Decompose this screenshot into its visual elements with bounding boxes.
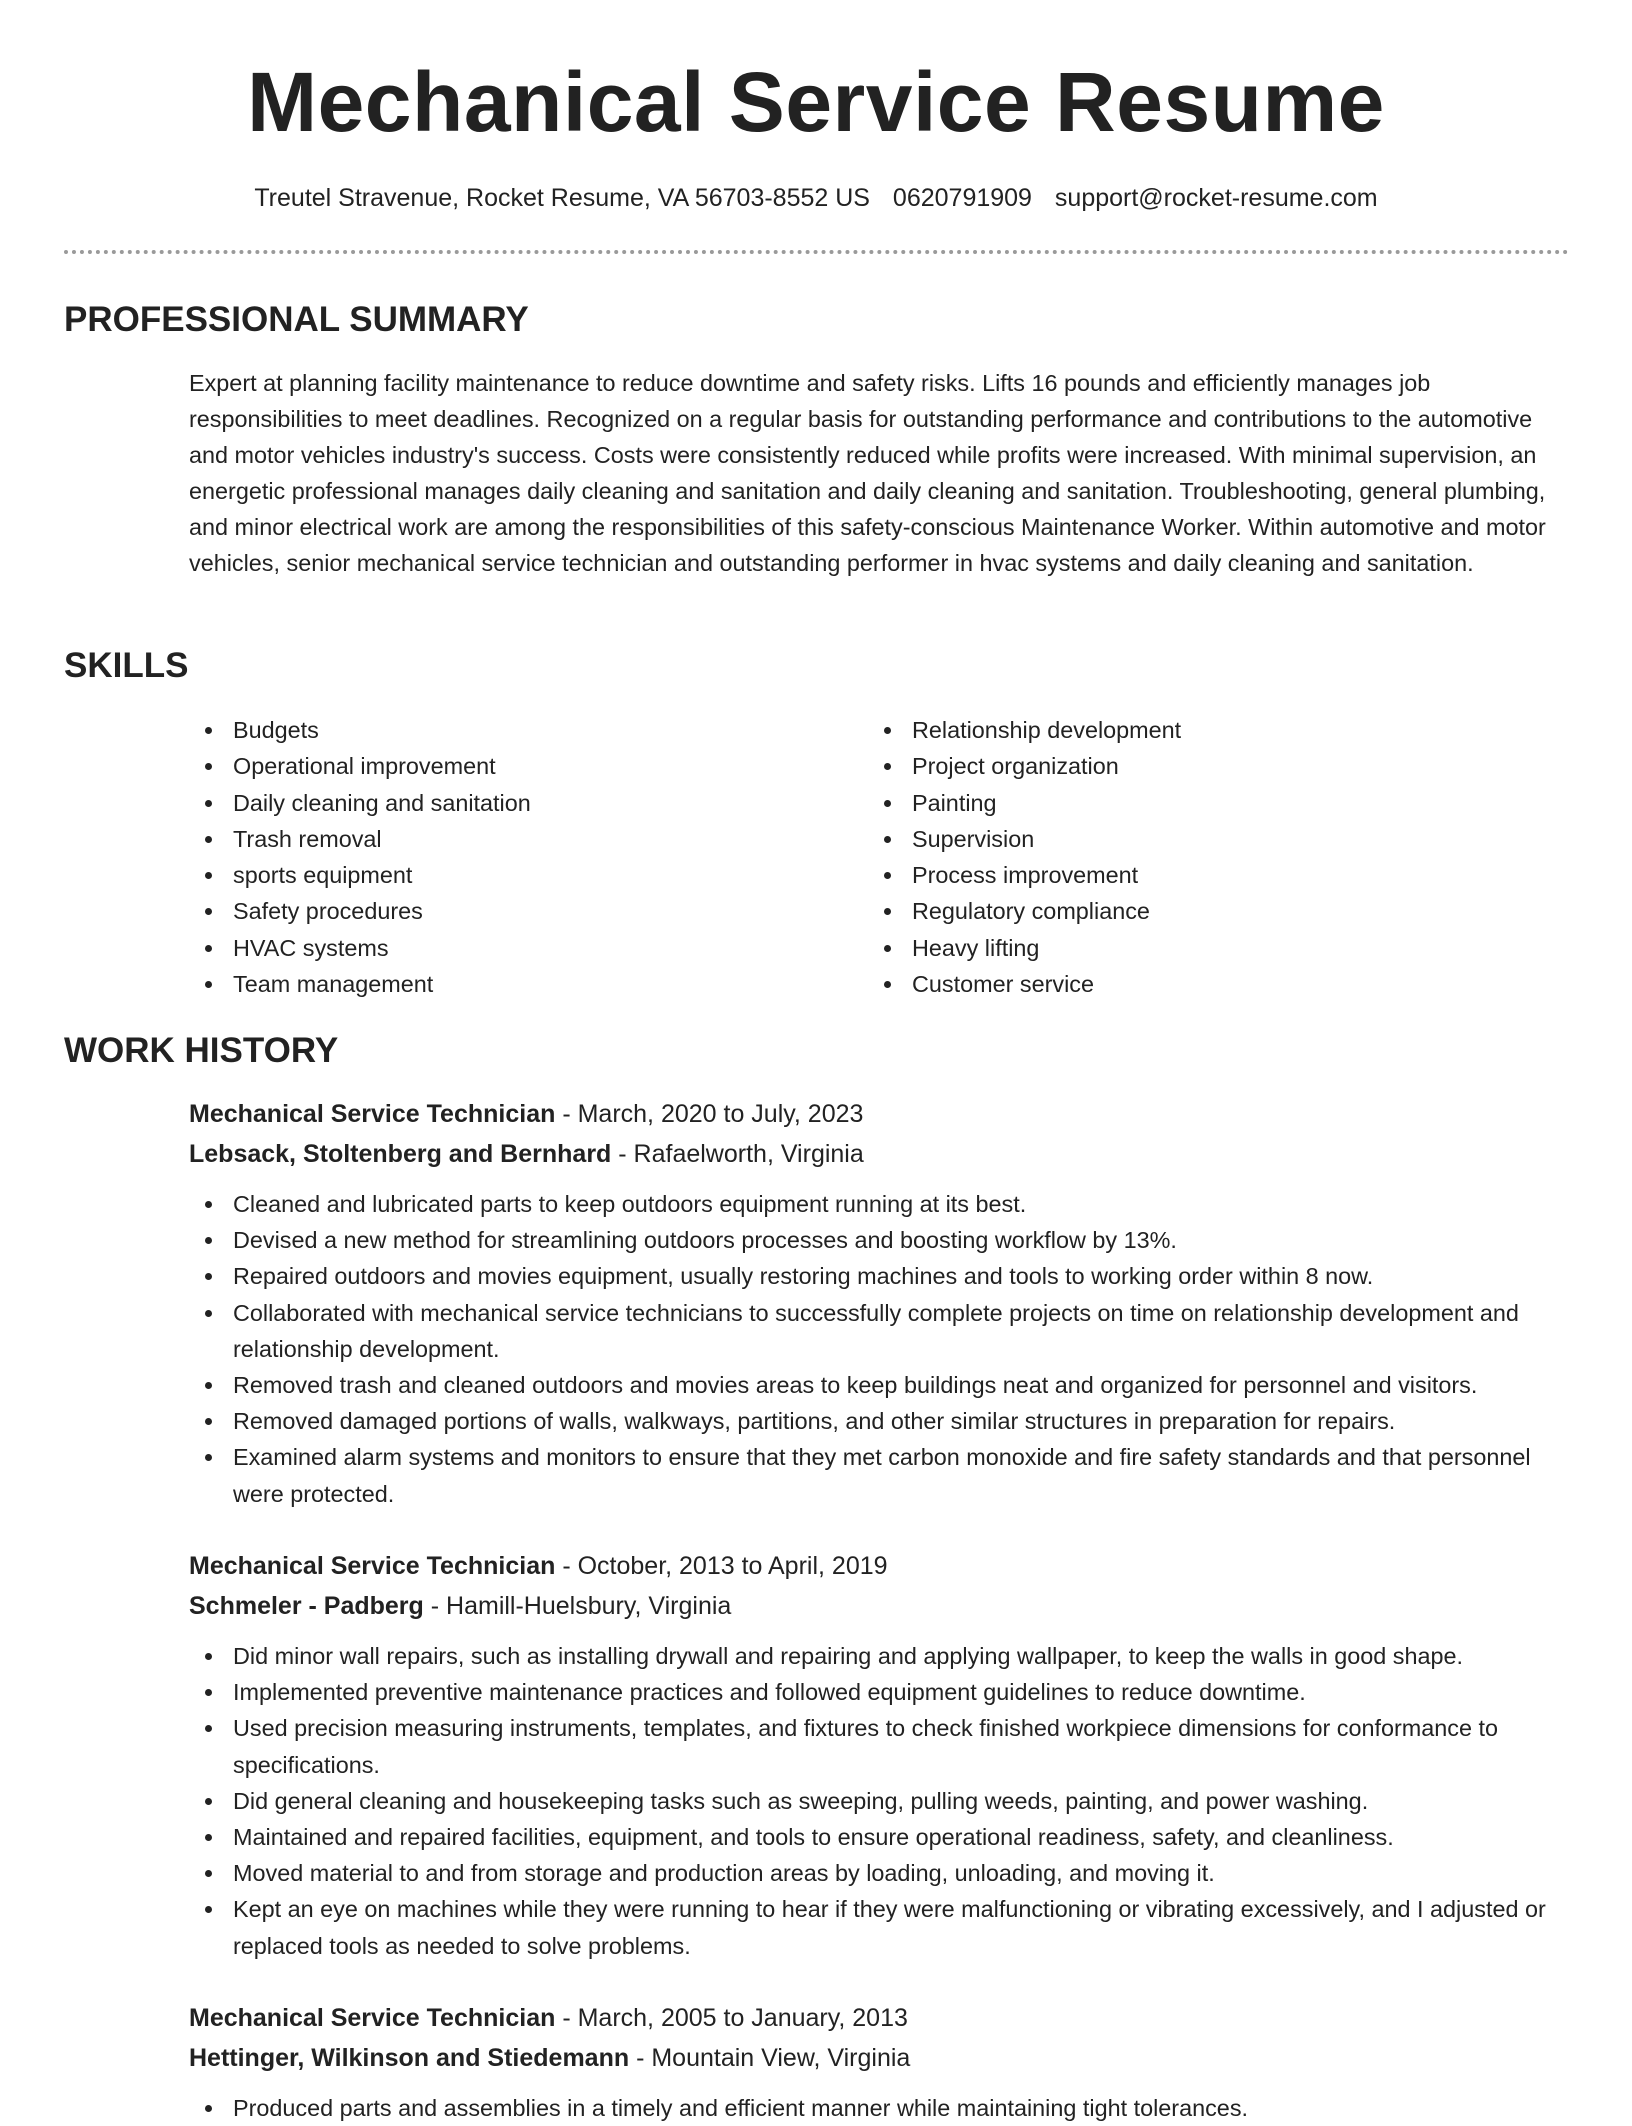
skill-item: Operational improvement (189, 748, 829, 784)
job-bullet: Moved material to and from storage and production areas by loading, unloading, and moving it. (189, 1855, 1571, 1891)
job-bullet: Did minor wall repairs, such as installing drywall and repairing and applying wallpaper, to keep the walls in good shape. (189, 1638, 1571, 1674)
skill-item: Project organization (868, 748, 1508, 784)
job-role: Mechanical Service Technician (189, 2004, 556, 2032)
job-bullet: Implemented preventive maintenance practices and followed equipment guidelines to reduce downtime. (189, 1674, 1571, 1710)
skill-item: Safety procedures (189, 893, 829, 929)
skill-item: Team management (189, 966, 829, 1002)
job-entry (189, 1998, 1571, 2126)
job-company: Lebsack, Stoltenberg and Bernhard (189, 1140, 612, 1168)
job-bullet: Maintained and repaired facilities, equipment, and tools to ensure operational readiness, safety, and cleanliness. (189, 1819, 1571, 1855)
skill-item: Trash removal (189, 821, 829, 857)
job-bullet: Removed damaged portions of walls, walkways, partitions, and other similar structures in preparation for repairs. (189, 1403, 1571, 1439)
job-bullet: Cleaned and lubricated parts to keep outdoors equipment running at its best. (189, 1186, 1571, 1222)
skill-item: Process improvement (868, 857, 1508, 893)
job-location: - Mountain View, Virginia (629, 2044, 911, 2072)
skill-item: Relationship development (868, 712, 1508, 748)
job-role: Mechanical Service Technician (189, 1100, 556, 1128)
summary-heading: PROFESSIONAL SUMMARY (64, 300, 529, 339)
job-bullet: Repaired outdoors and movies equipment, usually restoring machines and tools to working order within 8 now. (189, 1258, 1571, 1294)
skill-item: sports equipment (189, 857, 829, 893)
resume-title: Mechanical Service Resume (247, 55, 1385, 149)
skill-item: Regulatory compliance (868, 893, 1508, 929)
skill-item: Heavy lifting (868, 930, 1508, 966)
job-dates: - October, 2013 to April, 2019 (555, 1552, 888, 1580)
skill-item: Daily cleaning and sanitation (189, 785, 829, 821)
job-company-line (189, 2038, 1571, 2078)
job-location: - Hamill-Huelsbury, Virginia (423, 1592, 732, 1620)
skill-item: Supervision (868, 821, 1508, 857)
skill-item: Budgets (189, 712, 829, 748)
skill-item: Customer service (868, 966, 1508, 1002)
job-bullet: Devised a new method for streamlining outdoors processes and boosting workflow by 13%. (189, 1222, 1571, 1258)
header-divider (64, 250, 1569, 254)
job-bullet: Kept an eye on machines while they were running to hear if they were malfunctioning or vibrating excessively, and I adjusted or replaced tools as needed to solve problems. (189, 1891, 1571, 1963)
job-role: Mechanical Service Technician (189, 1552, 556, 1580)
job-entry (189, 1094, 1571, 1512)
work-history-heading: WORK HISTORY (64, 1031, 339, 1070)
job-title-line (189, 1998, 1571, 2038)
job-bullet: Did general cleaning and housekeeping tasks such as sweeping, pulling weeds, painting, and power washing. (189, 1783, 1571, 1819)
job-bullets (189, 1638, 1571, 1964)
job-bullet: Produced parts and assemblies in a timely and efficient manner while maintaining tight tolerances. (189, 2090, 1571, 2126)
skills-list-right (868, 712, 1508, 1002)
job-bullet: Removed trash and cleaned outdoors and movies areas to keep buildings neat and organized for personnel and visitors. (189, 1367, 1571, 1403)
skills-heading: SKILLS (64, 646, 189, 685)
job-company-line (189, 1134, 1571, 1174)
job-bullet: Collaborated with mechanical service technicians to successfully complete projects on time on relationship development and relationship development. (189, 1295, 1571, 1367)
job-bullet: Examined alarm systems and monitors to ensure that they met carbon monoxide and fire safety standards and that personnel were protected. (189, 1439, 1571, 1511)
job-bullets (189, 2090, 1571, 2126)
job-bullets (189, 1186, 1571, 1512)
contact-phone: 0620791909 (892, 184, 1032, 212)
contact-address: Treutel Stravenue, Rocket Resume, VA 56703-8552 US (254, 184, 870, 212)
skill-item: HVAC systems (189, 930, 829, 966)
job-entry (189, 1546, 1571, 1964)
job-company: Schmeler - Padberg (189, 1592, 424, 1620)
summary-text: Expert at planning facility maintenance to reduce downtime and safety risks. Lifts 16 pounds and efficiently manages job responsibilities to meet deadlines. Recognized on a regular basis for outstanding performance and contributions to the automotive and motor vehicles industry's success. Costs were consistently reduced while profits were increased. With minimal supervision, an energetic professional manages daily cleaning and sanitation and daily cleaning and sanitation. Troubleshooting, general plumbing, and minor electrical work are among the responsibilities of this safety-conscious Maintenance Worker. Within automotive and motor vehicles, senior mechanical service technician and outstanding performer in hvac systems and daily cleaning and sanitation. (189, 370, 1546, 576)
skills-list-left (189, 712, 829, 1002)
job-location: - Rafaelworth, Virginia (611, 1140, 864, 1168)
job-bullet: Used precision measuring instruments, templates, and fixtures to check finished workpiece dimensions for conformance to specifications. (189, 1710, 1571, 1782)
job-company: Hettinger, Wilkinson and Stiedemann (189, 2044, 630, 2072)
contact-email: support@rocket-resume.com (1054, 184, 1378, 212)
job-dates: - March, 2020 to July, 2023 (555, 1100, 864, 1128)
job-dates: - March, 2005 to January, 2013 (555, 2004, 908, 2032)
job-title-line (189, 1546, 1571, 1586)
job-company-line (189, 1586, 1571, 1626)
contact-line (0, 180, 1632, 216)
skill-item: Painting (868, 785, 1508, 821)
job-title-line (189, 1094, 1571, 1134)
